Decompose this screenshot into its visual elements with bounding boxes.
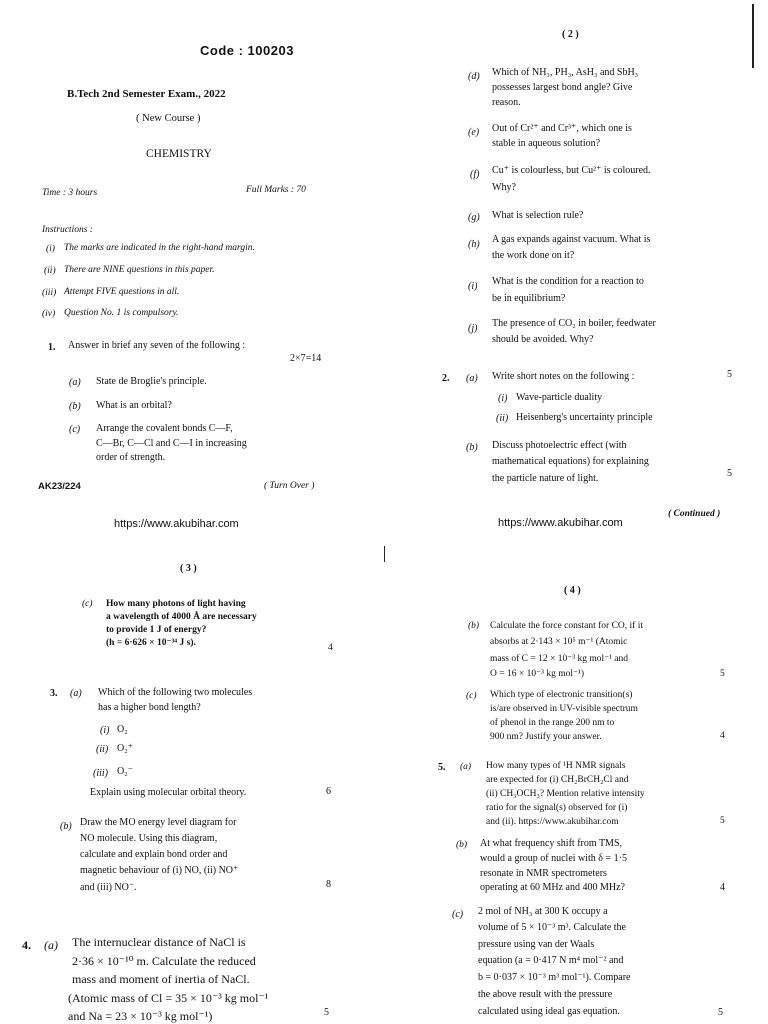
item-text: and Na = 23 × 10⁻³ kg mol⁻¹)	[68, 1009, 213, 1023]
item-text: O = 16 × 10⁻³ kg mol⁻¹)	[490, 669, 584, 679]
item-text: operating at 60 MHz and 400 MHz?	[480, 882, 625, 893]
instruction-text: Question No. 1 is compulsory.	[64, 308, 179, 318]
item-label: (b)	[468, 621, 480, 631]
item-text: and (ii). https://www.akubihar.com	[486, 817, 619, 827]
option-text: O₂	[117, 724, 128, 735]
item-label: (b)	[456, 840, 468, 850]
question-marks: 4	[720, 882, 725, 893]
question-marks: 5	[720, 669, 725, 679]
question-marks: 6	[326, 786, 331, 797]
item-text: (Atomic mass of Cl = 35 × 10⁻³ kg mol⁻¹	[68, 991, 269, 1005]
item-label: (a)	[44, 938, 58, 952]
page-number: ( 2 )	[562, 29, 579, 40]
instruction-num: (ii)	[44, 266, 56, 276]
instruction-text: Attempt FIVE questions in all.	[64, 287, 180, 297]
page-1	[0, 0, 384, 540]
footer-code: AK23/224	[38, 481, 81, 492]
instruction-num: (i)	[46, 244, 55, 254]
subject-title: CHEMISTRY	[146, 148, 212, 160]
instruction-text: The marks are indicated in the right-hand margin.	[64, 243, 255, 253]
item-text: Explain using molecular orbital theory.	[90, 787, 247, 798]
question-text: Write short notes on the following :	[492, 371, 635, 382]
option-text: O₂⁺	[117, 743, 133, 754]
question-marks: 4	[328, 643, 333, 653]
item-text: resonate in NMR spectrometers	[480, 868, 607, 879]
item-text: magnetic behaviour of (i) NO, (ii) NO⁺	[80, 865, 239, 876]
item-text: the work done on it?	[492, 250, 575, 261]
page-4	[384, 540, 768, 1024]
question-text: Answer in brief any seven of the following :	[68, 340, 246, 351]
page-3	[0, 540, 384, 1024]
page-number: ( 4 )	[564, 585, 581, 596]
item-label: (h)	[468, 239, 480, 250]
option-num: (ii)	[96, 744, 109, 755]
item-label: (d)	[468, 71, 480, 82]
question-number: 5.	[438, 762, 446, 773]
question-marks: 2×7=14	[290, 353, 322, 364]
source-url: https://www.akubihar.com	[114, 518, 239, 530]
item-text: 2·36 × 10⁻¹⁰ m. Calculate the reduced	[72, 954, 256, 968]
item-text: Draw the MO energy level diagram for	[80, 817, 237, 828]
item-text: equation (a = 0·417 N m⁴ mol⁻² and	[478, 955, 624, 966]
item-label: (c)	[82, 599, 93, 609]
item-label: (a)	[466, 373, 478, 384]
question-marks: 5	[718, 1007, 723, 1018]
scan-edge-line	[752, 4, 754, 68]
item-label: (i)	[468, 281, 478, 292]
item-label: (e)	[468, 127, 480, 138]
item-text: How many types of ¹H NMR signals	[486, 761, 626, 771]
question-marks: 8	[326, 879, 331, 890]
question-marks: 5	[727, 369, 732, 380]
item-text: Calculate the force constant for CO, if it	[490, 621, 644, 631]
item-text: b = 0·037 × 10⁻³ m³ mol⁻¹). Compare	[478, 972, 631, 983]
item-text: to provide 1 J of energy?	[106, 625, 207, 635]
item-text: a wavelength of 4000 Å are necessary	[106, 612, 257, 622]
item-text: Why?	[492, 182, 516, 193]
item-text: mathematical equations) for explaining	[492, 456, 649, 467]
item-text: volume of 5 × 10⁻³ m³. Calculate the	[478, 922, 626, 933]
instruction-num: (iv)	[42, 309, 56, 319]
item-text: possesses largest bond angle? Give	[492, 82, 633, 93]
item-label: (a)	[69, 377, 81, 388]
continued-label: ( Continued )	[668, 509, 721, 519]
item-text: calculated using ideal gas equation.	[478, 1006, 620, 1017]
item-label: (c)	[466, 691, 477, 701]
item-text: The presence of CO₂ in boiler, feedwater	[492, 318, 656, 329]
source-url: https://www.akubihar.com	[498, 517, 623, 529]
item-text: NO molecule. Using this diagram,	[80, 833, 218, 844]
question-number: 4.	[22, 938, 31, 952]
item-label: (b)	[69, 401, 81, 412]
item-text: State de Broglie's principle.	[96, 376, 207, 387]
question-number: 3.	[50, 688, 58, 699]
item-label: (g)	[468, 212, 480, 223]
item-label: (a)	[70, 688, 82, 699]
question-number: 2.	[442, 373, 450, 384]
item-label: (j)	[468, 323, 478, 334]
item-text: are expected for (i) CH₂BrCH₂Cl and	[486, 775, 629, 785]
item-text: The internuclear distance of NaCl is	[72, 935, 246, 949]
question-marks: 4	[720, 731, 725, 741]
item-text: be in equilibrium?	[492, 293, 566, 304]
item-text: Which type of electronic transition(s)	[490, 690, 633, 700]
item-text: What is selection rule?	[492, 210, 584, 221]
option-num: (i)	[100, 725, 110, 736]
item-text: At what frequency shift from TMS,	[480, 838, 623, 849]
item-text: of phenol in the range 200 nm to	[490, 718, 615, 728]
item-text: What is an orbital?	[96, 400, 172, 411]
sub-item-text: Heisenberg's uncertainty principle	[516, 412, 653, 423]
item-label: (a)	[460, 762, 472, 772]
page-2	[384, 0, 768, 540]
item-text: 2 mol of NH₃ at 300 K occupy a	[478, 906, 608, 917]
item-text: Discuss photoelectric effect (with	[492, 440, 627, 451]
sub-item-num: (ii)	[496, 413, 509, 424]
item-text: Which of the following two molecules	[98, 687, 253, 698]
item-label: (c)	[452, 909, 464, 920]
turn-over-label: ( Turn Over )	[264, 481, 315, 491]
item-text: reason.	[492, 97, 521, 108]
page-number: ( 3 )	[180, 563, 197, 574]
item-text: calculate and explain bond order and	[80, 849, 228, 860]
sub-item-text: Wave-particle duality	[516, 392, 603, 403]
item-text: Cu⁺ is colourless, but Cu²⁺ is coloured.	[492, 165, 651, 176]
instructions-title: Instructions :	[42, 225, 93, 235]
item-text: and (iii) NO⁻.	[80, 882, 137, 893]
item-text: 900 nm? Justify your answer.	[490, 732, 602, 742]
option-text: O₂⁻	[117, 766, 133, 777]
question-number: 1.	[48, 342, 56, 353]
item-text: (ii) CH₃OCH₃? Mention relative intensity	[486, 789, 645, 799]
full-marks-label: Full Marks : 70	[246, 185, 306, 195]
item-text: should be avoided. Why?	[492, 334, 594, 345]
item-text: has a higher bond length?	[98, 702, 201, 713]
item-text: A gas expands against vacuum. What is	[492, 234, 651, 245]
question-marks: 5	[727, 468, 732, 479]
item-text: Out of Cr²⁺ and Cr³⁺, which one is	[492, 123, 632, 134]
item-text: How many photons of light having	[106, 599, 246, 609]
item-text: C—Br, C—Cl and C—I in increasing	[96, 438, 247, 449]
item-text: Arrange the covalent bonds C—F,	[96, 423, 233, 434]
time-label: Time : 3 hours	[42, 188, 98, 198]
item-text: is/are observed in UV-visible spectrum	[490, 704, 638, 714]
item-text: mass of C = 12 × 10⁻³ kg mol⁻¹ and	[490, 654, 629, 664]
item-text: ratio for the signal(s) observed for (i)	[486, 803, 628, 813]
item-text: stable in aqueous solution?	[492, 138, 601, 149]
item-text: pressure using van der Waals	[478, 939, 595, 950]
instruction-text: There are NINE questions in this paper.	[64, 265, 215, 275]
item-text: mass and moment of inertia of NaCl.	[72, 972, 250, 986]
item-text: absorbs at 2·143 × 10⁵ m⁻¹ (Atomic	[490, 637, 628, 647]
option-num: (iii)	[93, 768, 108, 779]
item-text: the above result with the pressure	[478, 989, 613, 1000]
item-label: (b)	[60, 821, 72, 832]
instruction-num: (iii)	[42, 288, 57, 298]
item-label: (b)	[466, 442, 478, 453]
item-text: Which of NH₃, PH₃, AsH₃ and SbH₃	[492, 67, 639, 78]
question-marks: 5	[720, 816, 725, 826]
item-text: (h = 6·626 × 10⁻³⁴ J s).	[106, 638, 196, 648]
item-text: What is the condition for a reaction to	[492, 276, 644, 287]
sub-item-num: (i)	[498, 393, 508, 404]
item-text: would a group of nuclei with δ = 1·5	[480, 853, 627, 864]
item-label: (f)	[470, 169, 480, 180]
course-label: ( New Course )	[136, 113, 201, 124]
item-text: order of strength.	[96, 452, 166, 463]
exam-title: B.Tech 2nd Semester Exam., 2022	[67, 88, 226, 100]
question-marks: 5	[324, 1007, 329, 1018]
exam-code: Code : 100203	[200, 43, 294, 58]
item-label: (c)	[69, 424, 81, 435]
item-text: the particle nature of light.	[492, 473, 599, 484]
